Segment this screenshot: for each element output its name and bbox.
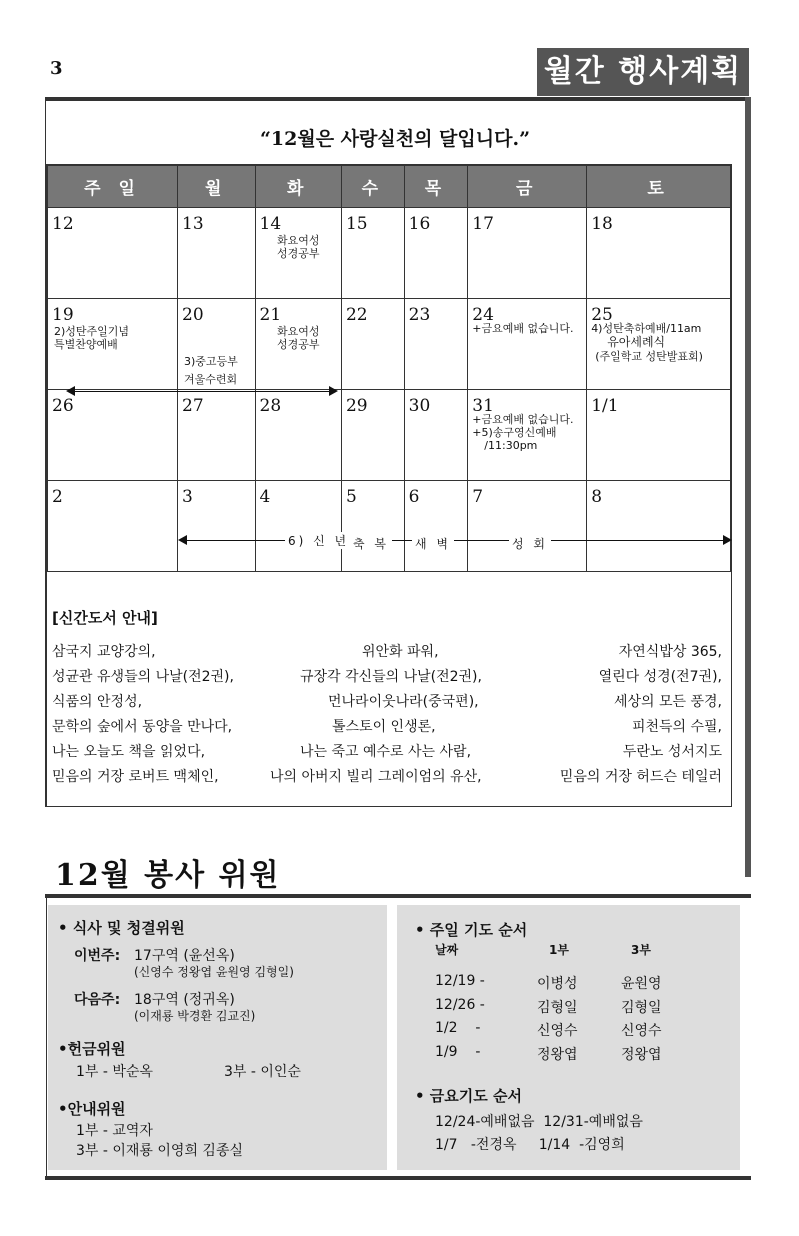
day-cell: [404, 481, 468, 572]
weekday-tue: 화: [255, 166, 341, 208]
col-third-header: 3부: [631, 943, 651, 957]
event-note: 유아세례식: [607, 335, 666, 349]
calendar-box: [46, 164, 732, 807]
day-number: 5: [345, 487, 357, 507]
book-title: 문학의 숲에서 동양을 만나다,: [52, 719, 233, 735]
day-cell: [341, 390, 404, 481]
day-cell: [255, 299, 341, 390]
next-week-label: 다음주:: [74, 992, 121, 1008]
book-title: 세상의 모든 풍경,: [613, 694, 722, 710]
book-title: 나는 죽고 예수로 사는 사람,: [300, 744, 472, 760]
day-cell: [341, 208, 404, 299]
book-row: [52, 716, 722, 736]
book-title: 성균관 유생들의 나날(전2권),: [52, 669, 234, 685]
book-row: [52, 741, 722, 761]
new-books-title: [신간도서 안내]: [52, 609, 158, 627]
day-number: 29: [345, 396, 368, 416]
prayer-date: 12/19 -: [435, 973, 485, 989]
friday-prayer-heading: • 금요기도 순서: [415, 1087, 522, 1105]
book-row: [52, 641, 722, 661]
day-number: 27: [182, 396, 204, 416]
event-note: 4)성탄축하예배/11am: [591, 322, 702, 335]
day-cell: [468, 208, 587, 299]
guide-third: 3부 - 이재룡 이영희 김종실: [76, 1143, 243, 1159]
friday-prayer-line: 1/7 -전경옥 1/14 -김영희: [435, 1137, 625, 1153]
prayer-date: 1/2 -: [435, 1020, 481, 1036]
weekday-wed: 수: [341, 166, 404, 208]
weekday-sun: 주 일: [48, 166, 178, 208]
book-title: 먼나라이웃나라(중국편),: [328, 694, 479, 710]
day-cell: [178, 299, 256, 390]
retreat-arrow-left-head: [66, 386, 75, 396]
book-title: 믿음의 거장 로버트 맥체인,: [52, 769, 219, 785]
day-number: 1/1: [591, 396, 619, 416]
page-number: 3: [50, 58, 63, 79]
day-cell: [48, 390, 178, 481]
event-note: 2)성탄주일기념 특별찬양예배: [54, 325, 130, 351]
weekday-sat: 토: [587, 166, 731, 208]
day-number: 6: [408, 487, 420, 507]
book-row: [52, 691, 722, 711]
newyear-arrow-line: [185, 540, 723, 541]
book-title: 나의 아버지 빌리 그레이엄의 유산,: [270, 769, 482, 785]
day-number: 17: [472, 214, 494, 234]
offering-first: 1부 - 박순옥: [76, 1064, 153, 1080]
next-week-members: (이재룡 박경환 김교진): [134, 1009, 256, 1023]
newyear-event-part1: 6) 신 년: [285, 532, 352, 549]
event-note: (주일학교 성탄발표회): [595, 350, 703, 363]
book-row: [52, 766, 722, 786]
book-title: 자연식밥상 365,: [618, 644, 722, 660]
newyear-event-part3: 새 벽: [412, 535, 454, 552]
day-cell: [468, 299, 587, 390]
book-title: 규장각 각신들의 나날(전2권),: [300, 669, 482, 685]
page-title: 월간 행사계획: [537, 48, 749, 96]
day-cell: [341, 299, 404, 390]
day-cell: [255, 208, 341, 299]
month-motto: “12월은 사랑실천의 달입니다.”: [259, 128, 531, 150]
prayer-third: 신영수: [621, 1023, 662, 1039]
friday-prayer-line: 12/24-예배없음 12/31-예배없음: [435, 1114, 643, 1130]
event-note: +5)송구영신예배: [472, 426, 557, 439]
calendar-week-1: [48, 208, 731, 299]
event-note: 3)중고등부 겨울수련회: [184, 355, 238, 386]
day-cell: [341, 481, 404, 572]
day-number: 21: [259, 305, 282, 325]
day-number: 24: [472, 305, 494, 325]
frame-top-rule: [45, 97, 751, 101]
event-note: +금요예배 없습니다.: [472, 322, 574, 335]
day-number: 13: [182, 214, 204, 234]
book-title: 나는 오늘도 책을 읽었다,: [52, 744, 206, 760]
prayer-date: 1/9 -: [435, 1044, 481, 1060]
offering-heading: •헌금위원: [58, 1040, 126, 1058]
day-cell: [404, 299, 468, 390]
day-cell: [468, 390, 587, 481]
weekday-header-row: [48, 166, 731, 208]
guide-first: 1부 - 교역자: [76, 1123, 153, 1139]
book-title: 믿음의 거장 허드슨 테일러: [559, 769, 722, 785]
day-cell: [587, 208, 731, 299]
day-number: 8: [591, 487, 603, 507]
event-note: 화요여성 성경공부: [276, 325, 320, 351]
day-number: 30: [408, 396, 431, 416]
day-number: 22: [345, 305, 368, 325]
sunday-prayer-heading: • 주일 기도 순서: [415, 921, 528, 939]
calendar-week-3: [48, 390, 731, 481]
day-cell: [178, 390, 256, 481]
weekday-fri: 금: [468, 166, 587, 208]
day-number: 26: [52, 396, 74, 416]
book-title: 열린다 성경(전7권),: [598, 669, 722, 685]
book-title: 톨스토이 인생론,: [332, 719, 436, 735]
day-number: 28: [259, 396, 282, 416]
newyear-event-part2: 축 복: [350, 535, 392, 552]
calendar-week-2: [48, 299, 731, 390]
book-row: [52, 666, 722, 686]
day-number: 12: [52, 214, 74, 234]
offering-third: 3부 - 이인순: [224, 1064, 301, 1080]
this-week-label: 이번주:: [74, 948, 121, 964]
event-note: 화요여성 성경공부: [276, 234, 320, 260]
book-title: 두란노 성서지도: [622, 744, 722, 760]
day-number: 23: [408, 305, 431, 325]
day-number: 14: [259, 214, 282, 234]
prayer-third: 김형일: [621, 1000, 662, 1016]
day-cell: [48, 299, 178, 390]
prayer-first: 이병성: [537, 976, 578, 992]
book-title: 삼국지 교양강의,: [52, 644, 156, 660]
day-number: 15: [345, 214, 368, 234]
day-cell: [587, 299, 731, 390]
volunteers-bottom-rule: [45, 1176, 751, 1180]
day-cell: [255, 390, 341, 481]
day-number: 31: [472, 396, 494, 416]
next-week-district: 18구역 (정귀옥): [134, 992, 235, 1008]
event-note: +금요예배 없습니다.: [472, 413, 574, 426]
day-number: 16: [408, 214, 431, 234]
col-first-header: 1부: [549, 943, 569, 957]
day-cell: [404, 208, 468, 299]
prayer-first: 정왕엽: [537, 1047, 578, 1063]
day-number: 18: [591, 214, 613, 234]
day-cell: [587, 390, 731, 481]
prayer-order-panel: [397, 905, 740, 1170]
newyear-arrow-right-head: [723, 535, 732, 545]
calendar-week-4: [48, 481, 731, 572]
day-number: 20: [182, 305, 204, 325]
newyear-arrow-left-head: [178, 535, 187, 545]
day-cell: [404, 390, 468, 481]
retreat-arrow-right-head: [329, 386, 338, 396]
day-cell: [587, 481, 731, 572]
day-cell: [48, 481, 178, 572]
newyear-event-part4: 성 회: [509, 535, 551, 552]
weekday-thu: 목: [404, 166, 468, 208]
guide-heading: •안내위원: [58, 1100, 126, 1118]
book-title: 위안화 파워,: [362, 644, 439, 660]
col-date-header: 날짜: [435, 943, 459, 957]
this-week-members: (신영수 정왕엽 윤원영 김형일): [134, 965, 294, 979]
day-cell: [178, 208, 256, 299]
prayer-first: 신영수: [537, 1023, 578, 1039]
volunteer-roles-panel: [48, 905, 387, 1170]
retreat-arrow-line: [73, 391, 329, 392]
book-title: 식품의 안정성,: [52, 694, 143, 710]
day-cell: [178, 481, 256, 572]
event-note: /11:30pm: [484, 439, 538, 452]
day-number: 25: [591, 305, 613, 325]
cleaning-heading: • 식사 및 청결위원: [58, 919, 185, 937]
this-week-district: 17구역 (윤선옥): [134, 948, 235, 964]
day-cell: [468, 481, 587, 572]
prayer-first: 김형일: [537, 1000, 578, 1016]
book-title: 피천득의 수필,: [631, 719, 722, 735]
day-number: 7: [472, 487, 484, 507]
day-cell: [48, 208, 178, 299]
day-number: 3: [182, 487, 193, 507]
day-number: 2: [52, 487, 63, 507]
volunteers-title: 12월 봉사 위원: [55, 858, 281, 893]
prayer-third: 정왕엽: [621, 1047, 662, 1063]
day-number: 4: [259, 487, 271, 507]
prayer-date: 12/26 -: [435, 997, 485, 1013]
weekday-mon: 월: [178, 166, 256, 208]
prayer-third: 윤원영: [621, 976, 662, 992]
day-cell: [255, 481, 341, 572]
frame-right-shadow: [745, 97, 751, 877]
calendar-table: [47, 165, 731, 572]
day-number: 19: [52, 305, 74, 325]
